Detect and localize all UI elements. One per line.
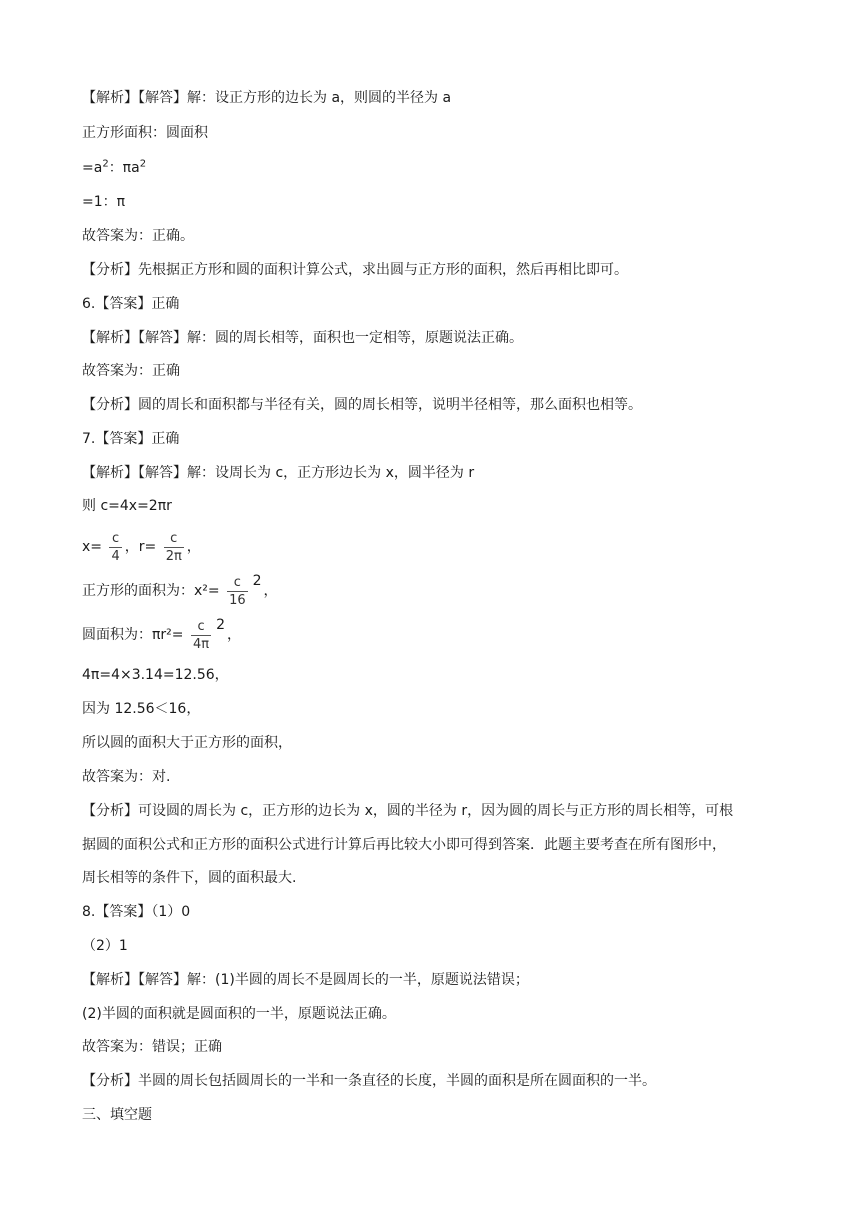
text-line: =1：π [82,194,126,210]
answer-heading: 6.【答案】正确 [82,296,180,312]
formula-part: x= [82,539,107,555]
superscript: 2 [102,158,109,170]
formula-part: 正方形的面积为：x²= [82,583,225,599]
text-line: 【分析】半圆的周长包括圆周长的一半和一条直径的长度，半圆的面积是所在圆面积的一半。 [82,1073,656,1089]
exponent: 2 [252,573,262,589]
answer-heading: 7.【答案】正确 [82,431,180,447]
formula-part: ， [263,583,278,599]
text-line: 【解析】【解答】解：设正方形的边长为 a，则圆的半径为 a [82,90,452,106]
text-line: 故答案为：对. [82,769,171,785]
fraction [191,619,211,652]
answer-heading: 8.【答案】（1）0 [82,904,191,920]
text-line: 故答案为：错误；正确 [82,1039,222,1055]
text-line: 则 c=4x=2πr [82,498,172,514]
formula-part: ：πa [108,160,140,176]
formula-part: =a [82,160,103,176]
fraction-numerator: c [197,618,205,634]
formula-line [82,158,146,178]
text-line: 【解析】【解答】解：圆的周长相等，面积也一定相等，原题说法正确。 [82,330,523,346]
formula-part: ，r= [124,539,161,555]
formula-part: ， [186,539,201,555]
text-line: 【解析】【解答】解：(1)半圆的周长不是圆周长的一半，原题说法错误； [82,972,529,988]
text-line: （2）1 [82,938,128,954]
fraction [227,575,248,608]
text-line: 周长相等的条件下，圆的面积最大. [82,870,297,886]
fraction-denominator: 4 [111,548,120,564]
text-line: 【分析】可设圆的周长为 c，正方形的边长为 x，圆的半径为 r，因为圆的周长与正方形的周长相等，可根 [82,803,734,819]
fraction [164,531,184,564]
text-line: 据圆的面积公式和正方形的面积公式进行计算后再比较大小即可得到答案．此题主要考查在所有图形中， [82,837,726,853]
text-line: 【分析】圆的周长和面积都与半径有关，圆的周长相等，说明半径相等，那么面积也相等。 [82,397,642,413]
fraction-numerator: c [233,574,241,590]
text-line: 4π=4×3.14=12.56， [82,667,229,683]
text-line: 因为 12.56＜16， [82,701,201,717]
text-line: 【解析】【解答】解：设周长为 c，正方形边长为 x，圆半径为 r [82,465,475,481]
fraction-numerator: c [112,530,120,546]
fraction-denominator: 2π [165,548,182,564]
text-line: 故答案为：正确。 [82,228,194,244]
fraction [109,531,121,564]
formula-line [82,618,241,652]
text-line: 正方形面积：圆面积 [82,125,208,141]
formula-part: ， [227,627,242,643]
text-line: (2)半圆的面积就是圆面积的一半，原题说法正确。 [82,1006,396,1022]
formula-line [82,574,278,608]
fraction-denominator: 16 [229,592,246,608]
text-line: 所以圆的面积大于正方形的面积， [82,735,292,751]
exponent: 2 [216,617,226,633]
text-line: 故答案为：正确 [82,363,180,379]
formula-line [82,530,201,564]
fraction-numerator: c [170,530,178,546]
section-heading: 三、填空题 [82,1107,152,1123]
fraction-denominator: 4π [192,636,210,652]
formula-part: 圆面积为：πr²= [82,627,188,643]
superscript: 2 [139,158,147,170]
text-line: 【分析】先根据正方形和圆的面积计算公式，求出圆与正方形的面积，然后再相比即可。 [82,262,628,278]
